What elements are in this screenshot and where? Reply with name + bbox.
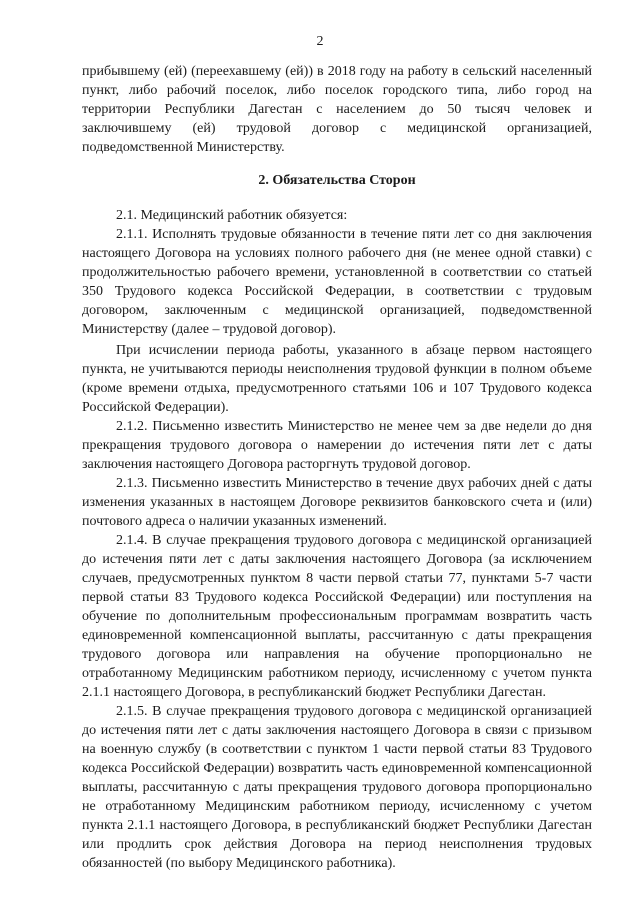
clause-2-1-1-note: При исчислении периода работы, указанного в абзаце первом настоящего пункта, не учитываются периоды неисполнения трудовой функции в полном объеме (кроме времени отдыха, предусмотренного статьями 106 и 107 Трудового кодекса Российской Федерации). <box>82 343 592 415</box>
intro-paragraph: прибывшему (ей) (переехавшему (ей)) в 2018 году на работу в сельский населенный пункт, либо рабочий поселок, либо поселок городского типа, либо город на территории Республики Дагестан с населением до 50 тысяч человек и заключившему (ей) трудовой договор с медицинской организацией, подведомственной Министерству. <box>82 64 592 155</box>
clause-2-1-1: 2.1.1. Исполнять трудовые обязанности в течение пяти лет со дня заключения настоящего Договора на условиях полного рабочего дня (не менее одной ставки) с продолжительностью рабочего времени, установленной в соответствии со статьей 350 Трудового кодекса Российской Федерации, в соответствии с трудовым договором, заключенным с медицинской организацией, подведомственной Министерству (далее – трудовой договор). <box>82 227 592 337</box>
clause-2-1-5: 2.1.5. В случае прекращения трудового договора с медицинской организацией до истечения пяти лет с даты заключения настоящего Договора в связи с призывом на военную службу (в соответствии с пунктом 1 части первой статьи 83 Трудового кодекса Российской Федерации) возвратить часть единовременной компенсационной выплаты, рассчитанную с даты прекращения трудового договора пропорционально не отработанному Медицинским работником периоду, исчисленному с учетом пункта 2.1.1 настоящего Договора, в республиканский бюджет Республики Дагестан или продлить срок действия Договора на период неисполнения трудовых обязанностей (по выбору Медицинского работника). <box>82 704 592 871</box>
clause-2-1-4: 2.1.4. В случае прекращения трудового договора с медицинской организацией до истечения пяти лет с даты заключения настоящего Договора (за исключением случаев, предусмотренных пунктом 8 части первой статьи 77, пунктами 5-7 части первой статьи 83 Трудового кодекса Российской Федерации) или поступления на обучение по дополнительным профессиональным программам возвратить часть единовременной компенсационной выплаты, рассчитанную с даты прекращения трудового договора или направления на обучение пропорционально не отработанному Медицинским работником периоду, исчисленному с учетом пункта 2.1.1 настоящего Договора, в республиканский бюджет Республики Дагестан. <box>82 533 592 700</box>
clause-2-1: 2.1. Медицинский работник обязуется: <box>116 208 348 223</box>
page-number: 2 <box>316 34 324 49</box>
clause-2-1-2: 2.1.2. Письменно известить Министерство не менее чем за две недели до дня прекращения трудового договора о намерении до истечения пяти лет с даты заключения настоящего Договора расторгнуть трудовой договор. <box>82 419 592 472</box>
section-title: 2. Обязательства Сторон <box>258 173 416 188</box>
clause-2-1-3: 2.1.3. Письменно известить Министерство в течение двух рабочих дней с даты изменения указанных в настоящем Договоре реквизитов банковского счета и (или) почтового адреса о наличии указанных изменений. <box>82 476 592 529</box>
document-body <box>82 62 592 873</box>
